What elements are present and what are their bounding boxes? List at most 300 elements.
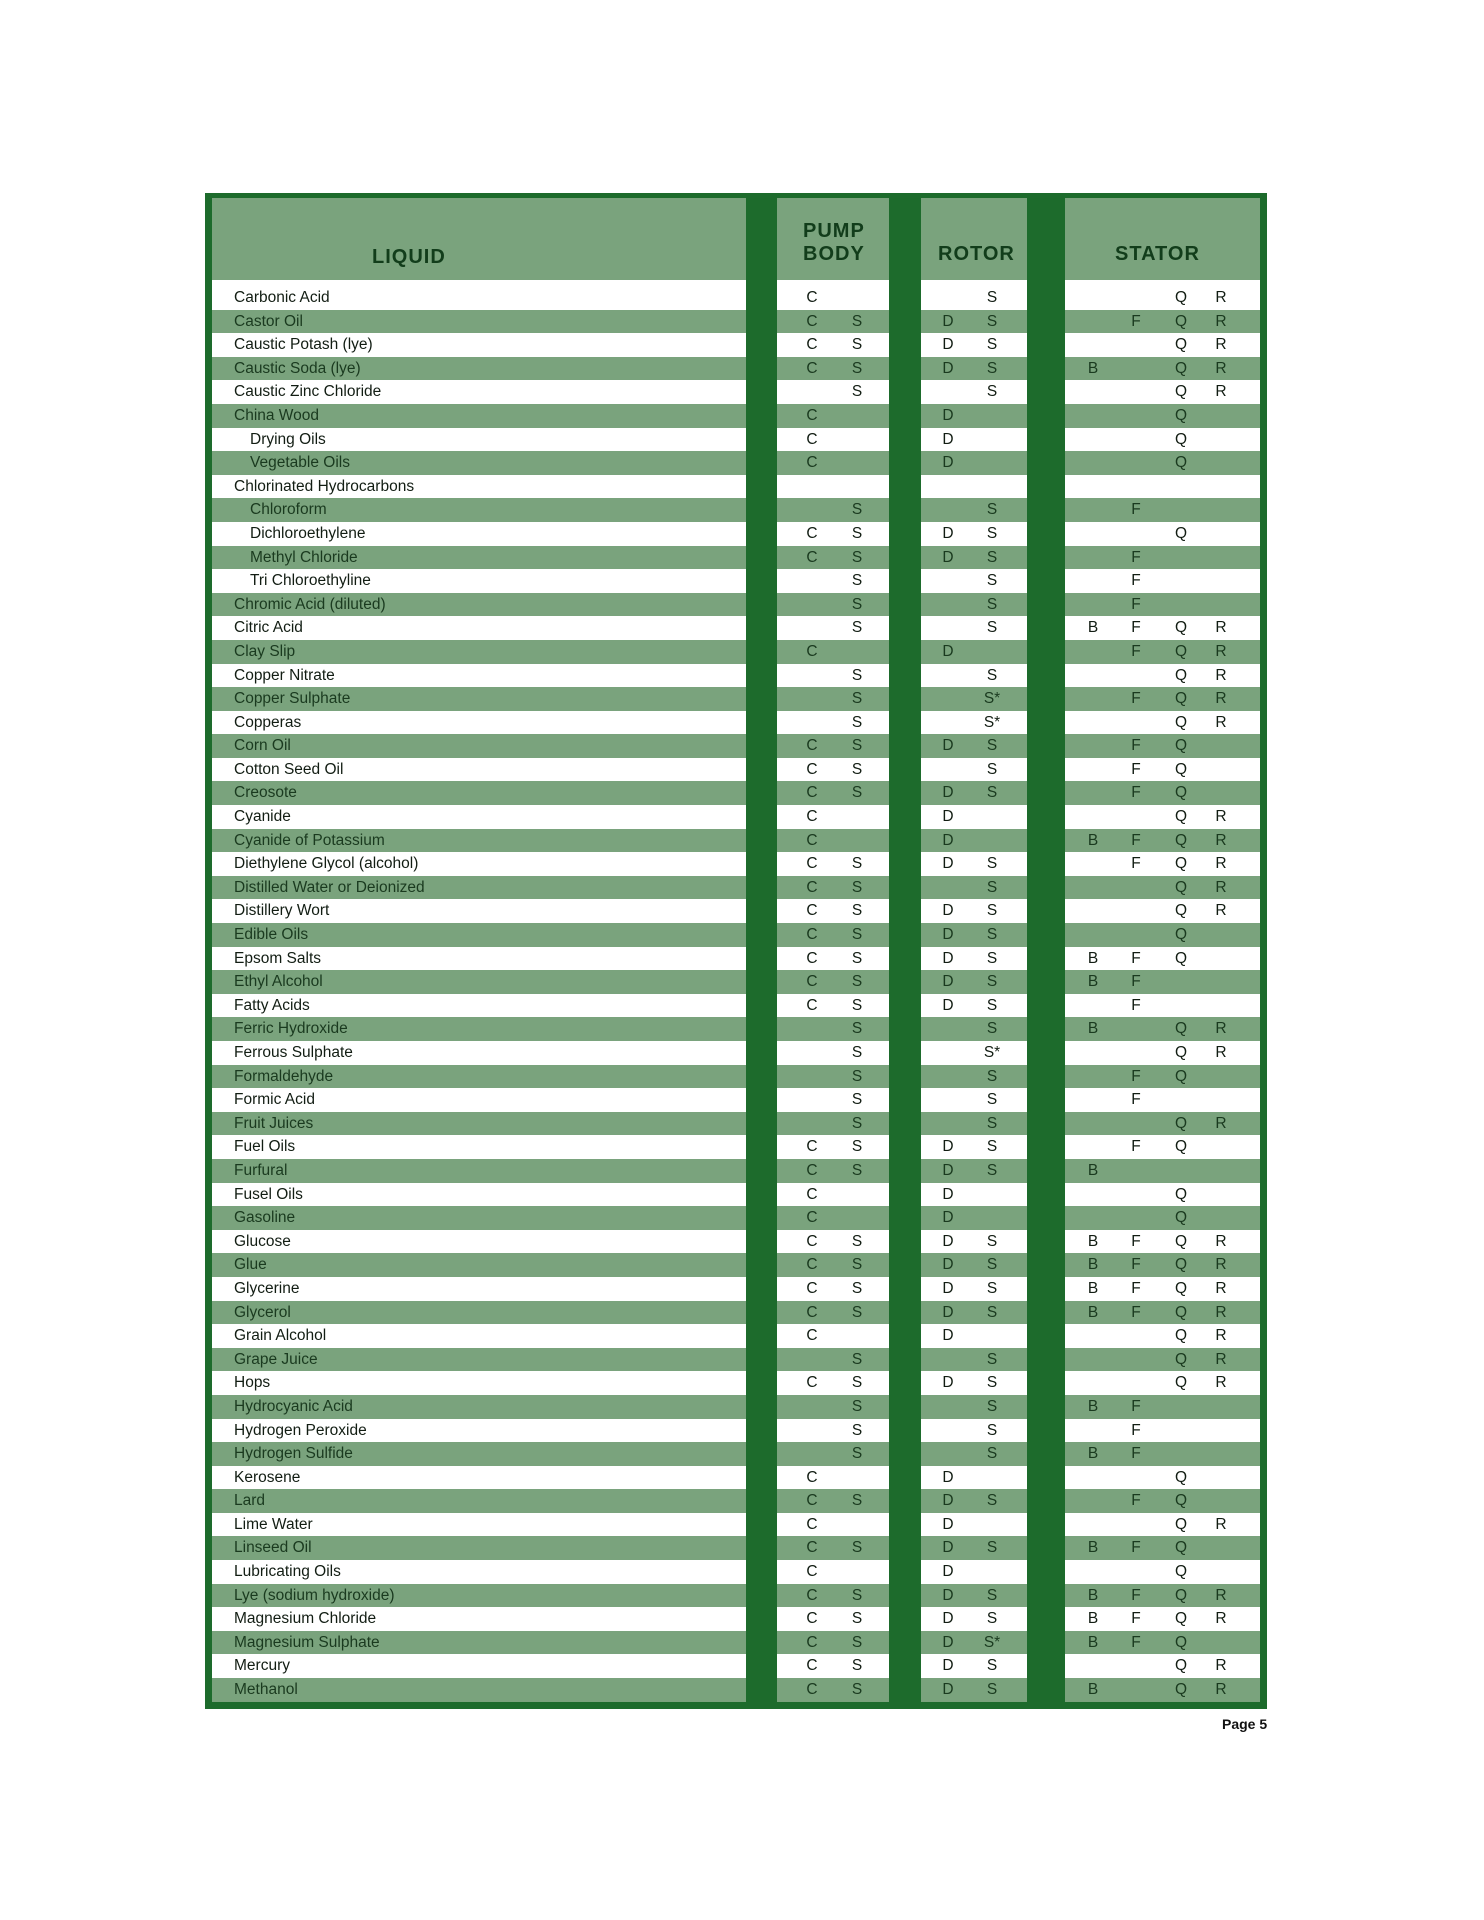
pump-body-code: C <box>806 831 818 849</box>
rotor-row <box>921 781 1027 805</box>
pump-body-code: S <box>851 1350 863 1368</box>
stator-row <box>1065 994 1260 1018</box>
stator-code <box>1123 876 1149 900</box>
pump-body-code <box>799 1017 825 1041</box>
stator-code: Q <box>1174 1492 1188 1510</box>
pump-body-code: C <box>806 1209 818 1227</box>
liquid-name: Glycerine <box>234 1279 300 1297</box>
pump-body-code: S <box>851 1279 863 1297</box>
rotor-code: S <box>986 619 998 637</box>
stator-row <box>1065 852 1260 876</box>
rotor-code: S <box>986 1539 998 1557</box>
liquid-name: Chloroform <box>250 501 327 519</box>
stator-code: R <box>1215 902 1227 920</box>
rotor-code <box>935 758 961 782</box>
table-row <box>212 428 746 452</box>
pump-body-code <box>799 1395 825 1419</box>
stator-code <box>1123 428 1149 452</box>
stator-code <box>1208 428 1234 452</box>
rotor-code <box>935 711 961 735</box>
stator-code: F <box>1131 501 1141 519</box>
table-row <box>212 640 746 664</box>
stator-code: Q <box>1174 1185 1188 1203</box>
pump-body-code: C <box>806 312 818 330</box>
rotor-row <box>921 711 1027 735</box>
pump-body-code: S <box>851 878 863 896</box>
rotor-code: D <box>942 548 954 566</box>
liquid-name: Kerosene <box>234 1468 301 1486</box>
pump-body-code: S <box>851 949 863 967</box>
rotor-row <box>921 1607 1027 1631</box>
stator-code: B <box>1087 1633 1099 1651</box>
stator-code: B <box>1087 1279 1099 1297</box>
rotor-row <box>921 1654 1027 1678</box>
liquid-name: Caustic Soda (lye) <box>234 359 361 377</box>
liquid-name: Fusel Oils <box>234 1185 303 1203</box>
stator-code <box>1080 1560 1106 1584</box>
stator-code: Q <box>1174 1563 1188 1581</box>
rotor-row <box>921 616 1027 640</box>
stator-code <box>1168 1088 1194 1112</box>
stator-row <box>1065 1017 1260 1041</box>
table-row <box>212 310 746 334</box>
stator-code: R <box>1215 1327 1227 1345</box>
stator-code <box>1208 1183 1234 1207</box>
pump-body-code: S <box>851 383 863 401</box>
pump-body-row <box>777 711 889 735</box>
rotor-code: S <box>986 1138 998 1156</box>
pump-body-row <box>777 546 889 570</box>
pump-body-row <box>777 852 889 876</box>
stator-row <box>1065 1324 1260 1348</box>
pump-body-code: S <box>851 666 863 684</box>
stator-code <box>1080 1654 1106 1678</box>
pump-body-code <box>799 1442 825 1466</box>
stator-code <box>1080 1324 1106 1348</box>
stator-code: Q <box>1174 1468 1188 1486</box>
pump-body-row <box>777 310 889 334</box>
stator-code <box>1080 687 1106 711</box>
pump-body-row <box>777 357 889 381</box>
rotor-rows <box>921 286 1027 1702</box>
stator-row <box>1065 310 1260 334</box>
stator-code: Q <box>1174 737 1188 755</box>
stator-code <box>1208 1419 1234 1443</box>
table-row <box>212 899 746 923</box>
rotor-code: S <box>986 572 998 590</box>
pump-body-row <box>777 1159 889 1183</box>
pump-body-row <box>777 498 889 522</box>
pump-body-code: S <box>851 1421 863 1439</box>
stator-code <box>1123 1678 1149 1702</box>
stator-code <box>1080 1513 1106 1537</box>
liquid-name: Cyanide of Potassium <box>234 831 385 849</box>
rotor-code: S <box>986 289 998 306</box>
pump-body-row <box>777 923 889 947</box>
pump-body-code: C <box>806 737 818 755</box>
pump-body-code: S <box>851 855 863 873</box>
stator-row <box>1065 593 1260 617</box>
stator-row <box>1065 333 1260 357</box>
rotor-code: D <box>942 1539 954 1557</box>
rotor-code <box>935 1442 961 1466</box>
pump-body-code: C <box>806 642 818 660</box>
pump-body-code: C <box>806 1232 818 1250</box>
stator-row <box>1065 546 1260 570</box>
table-row <box>212 758 746 782</box>
rotor-row <box>921 1041 1027 1065</box>
stator-code <box>1123 1017 1149 1041</box>
rotor-code: S <box>986 1303 998 1321</box>
pump-body-code: C <box>806 359 818 377</box>
stator-row <box>1065 1560 1260 1584</box>
rotor-row <box>921 1253 1027 1277</box>
stator-code <box>1123 451 1149 475</box>
stator-code: F <box>1131 1539 1141 1557</box>
stator-code: F <box>1131 1492 1141 1510</box>
pump-body-code: C <box>806 1256 818 1274</box>
rotor-row <box>921 451 1027 475</box>
stator-code <box>1168 593 1194 617</box>
pump-body-code: C <box>806 1374 818 1392</box>
rotor-row <box>921 899 1027 923</box>
liquid-column <box>212 198 746 1702</box>
stator-code <box>1080 380 1106 404</box>
rotor-row <box>921 923 1027 947</box>
pump-body-row <box>777 1206 889 1230</box>
rotor-row <box>921 1584 1027 1608</box>
stator-code <box>1123 286 1149 310</box>
pump-body-row <box>777 1584 889 1608</box>
pump-body-code: S <box>851 619 863 637</box>
stator-code: F <box>1131 1610 1141 1628</box>
liquid-name: Hydrogen Peroxide <box>234 1421 367 1439</box>
pump-body-code: S <box>851 1539 863 1557</box>
rotor-row <box>921 404 1027 428</box>
liquid-name: Lime Water <box>234 1515 313 1533</box>
stator-code <box>1168 1419 1194 1443</box>
pump-body-code <box>799 475 825 499</box>
pump-body-code: C <box>806 760 818 778</box>
rotor-row <box>921 310 1027 334</box>
pump-body-code: S <box>851 690 863 708</box>
stator-code: Q <box>1174 690 1188 708</box>
pump-body-row <box>777 1536 889 1560</box>
pump-body-code: C <box>806 1539 818 1557</box>
stator-code: Q <box>1174 1539 1188 1557</box>
table-row <box>212 1560 746 1584</box>
stator-row <box>1065 1088 1260 1112</box>
stator-code: Q <box>1174 1327 1188 1345</box>
stator-code: R <box>1215 831 1227 849</box>
stator-code: Q <box>1174 1610 1188 1628</box>
stator-code: Q <box>1174 784 1188 802</box>
liquid-name: Citric Acid <box>234 619 303 637</box>
stator-code <box>1080 711 1106 735</box>
stator-code <box>1208 569 1234 593</box>
liquid-name: Mercury <box>234 1657 290 1675</box>
rotor-row <box>921 734 1027 758</box>
rotor-code: D <box>942 1374 954 1392</box>
stator-code: R <box>1215 1044 1227 1061</box>
liquid-name: Ferrous Sulphate <box>234 1044 353 1061</box>
rotor-code: S <box>986 1421 998 1439</box>
stator-code <box>1080 758 1106 782</box>
table-row <box>212 1017 746 1041</box>
rotor-code <box>935 1395 961 1419</box>
pump-body-code <box>844 1183 870 1207</box>
pump-body-code: S <box>851 1020 863 1038</box>
stator-code: R <box>1215 619 1227 637</box>
stator-row <box>1065 734 1260 758</box>
pump-body-code: S <box>851 359 863 377</box>
pump-body-code: C <box>806 855 818 873</box>
stator-code: R <box>1215 1279 1227 1297</box>
rotor-code: S* <box>983 1633 1001 1651</box>
rotor-code: S <box>986 359 998 377</box>
stator-code: B <box>1087 1232 1099 1250</box>
rotor-row <box>921 1395 1027 1419</box>
liquid-name: Chlorinated Hydrocarbons <box>234 477 415 495</box>
rotor-code: S <box>986 524 998 542</box>
rotor-code <box>979 805 1005 829</box>
rotor-code: S* <box>983 713 1001 731</box>
stator-code: Q <box>1174 336 1188 354</box>
stator-code: Q <box>1174 524 1188 542</box>
pump-body-row <box>777 1560 889 1584</box>
rotor-row <box>921 593 1027 617</box>
stator-code: R <box>1215 713 1227 731</box>
pump-body-row <box>777 1513 889 1537</box>
table-row <box>212 970 746 994</box>
stator-code: Q <box>1174 619 1188 637</box>
rotor-code <box>935 569 961 593</box>
stator-row <box>1065 1183 1260 1207</box>
liquid-name: Fuel Oils <box>234 1138 296 1156</box>
liquid-name: Clay Slip <box>234 642 296 660</box>
stator-row <box>1065 1466 1260 1490</box>
pump-body-code: S <box>851 1445 863 1463</box>
pump-body-code <box>844 475 870 499</box>
rotor-code: D <box>942 949 954 967</box>
stator-code <box>1208 593 1234 617</box>
stator-row <box>1065 947 1260 971</box>
rotor-code <box>935 687 961 711</box>
stator-row <box>1065 781 1260 805</box>
rotor-code: S <box>986 312 998 330</box>
liquid-name: Fatty Acids <box>234 996 310 1014</box>
stator-code <box>1080 852 1106 876</box>
rotor-row <box>921 1230 1027 1254</box>
rotor-code <box>979 1513 1005 1537</box>
stator-code <box>1123 899 1149 923</box>
stator-code: B <box>1087 619 1099 637</box>
pump-body-code: S <box>851 501 863 519</box>
rotor-code: S <box>986 1256 998 1274</box>
rotor-row <box>921 380 1027 404</box>
stator-code: F <box>1131 737 1141 755</box>
rotor-row <box>921 1135 1027 1159</box>
pump-body-row <box>777 899 889 923</box>
stator-row <box>1065 380 1260 404</box>
stator-code <box>1080 451 1106 475</box>
stator-code: Q <box>1174 359 1188 377</box>
stator-code <box>1208 1135 1234 1159</box>
pump-body-code <box>799 687 825 711</box>
stator-code: Q <box>1174 926 1188 944</box>
pump-body-code: C <box>806 1633 818 1651</box>
liquid-name: Hops <box>234 1374 271 1392</box>
stator-code: Q <box>1174 878 1188 896</box>
rotor-code <box>935 475 961 499</box>
stator-row <box>1065 805 1260 829</box>
stator-code <box>1208 1065 1234 1089</box>
pump-body-row <box>777 1419 889 1443</box>
rotor-code <box>979 451 1005 475</box>
rotor-code <box>979 1206 1005 1230</box>
table-row <box>212 286 746 310</box>
pump-body-code: S <box>851 737 863 755</box>
stator-row <box>1065 1230 1260 1254</box>
rotor-code: S <box>986 1279 998 1297</box>
rotor-row <box>921 428 1027 452</box>
pump-body-code: S <box>851 336 863 354</box>
stator-code <box>1123 404 1149 428</box>
pump-body-row <box>777 404 889 428</box>
table-row <box>212 687 746 711</box>
stator-code: F <box>1131 1256 1141 1274</box>
liquid-name: Linseed Oil <box>234 1539 312 1557</box>
rotor-code: D <box>942 1492 954 1510</box>
stator-row <box>1065 475 1260 499</box>
stator-code: R <box>1215 1681 1227 1699</box>
pump-body-code: S <box>851 312 863 330</box>
rotor-code <box>979 1560 1005 1584</box>
rotor-row <box>921 569 1027 593</box>
liquid-name: Glue <box>234 1256 267 1274</box>
stator-code <box>1123 1183 1149 1207</box>
stator-code: Q <box>1174 1586 1188 1604</box>
liquid-name: Ethyl Alcohol <box>234 973 323 991</box>
table-row <box>212 1230 746 1254</box>
pump-body-code: S <box>851 996 863 1014</box>
stator-code <box>1080 1206 1106 1230</box>
pump-body-code: C <box>806 1492 818 1510</box>
pump-body-row <box>777 1654 889 1678</box>
pump-body-code: S <box>851 1067 863 1085</box>
liquid-name: Distillery Wort <box>234 902 330 920</box>
rotor-row <box>921 947 1027 971</box>
liquid-name: Glucose <box>234 1232 291 1250</box>
liquid-name: Hydrogen Sulfide <box>234 1445 353 1463</box>
pump-body-row <box>777 475 889 499</box>
stator-code: F <box>1131 1232 1141 1250</box>
rotor-row <box>921 286 1027 310</box>
stator-code: Q <box>1174 1256 1188 1274</box>
stator-code <box>1123 711 1149 735</box>
table-row <box>212 1678 746 1702</box>
rotor-code <box>979 1324 1005 1348</box>
stator-code: Q <box>1174 1020 1188 1038</box>
stator-code <box>1168 1159 1194 1183</box>
liquid-name: Tri Chloroethyline <box>250 572 371 590</box>
rotor-code: D <box>942 926 954 944</box>
liquid-header-label: LIQUID <box>372 246 446 268</box>
stator-row <box>1065 829 1260 853</box>
rotor-code: D <box>942 1279 954 1297</box>
stator-code <box>1208 404 1234 428</box>
rotor-code <box>935 286 961 310</box>
table-row <box>212 1253 746 1277</box>
stator-row <box>1065 1277 1260 1301</box>
pump-body-code: S <box>851 524 863 542</box>
pump-body-code: C <box>806 784 818 802</box>
stator-code: F <box>1131 1445 1141 1463</box>
stator-row <box>1065 687 1260 711</box>
stator-code <box>1080 876 1106 900</box>
pump-body-code: S <box>851 713 863 731</box>
pump-body-row <box>777 333 889 357</box>
rotor-code <box>979 1466 1005 1490</box>
rotor-code <box>979 829 1005 853</box>
pump-body-row <box>777 1112 889 1136</box>
stator-code: Q <box>1174 1114 1188 1132</box>
pump-body-code: S <box>851 902 863 920</box>
table-row <box>212 947 746 971</box>
rotor-header <box>921 198 1027 280</box>
stator-code <box>1080 1183 1106 1207</box>
stator-code: Q <box>1174 1067 1188 1085</box>
stator-code: Q <box>1174 855 1188 873</box>
liquid-name: Lard <box>234 1492 266 1510</box>
rotor-row <box>921 1631 1027 1655</box>
rotor-code: D <box>942 1586 954 1604</box>
pump-body-code: C <box>806 808 818 826</box>
rotor-code: S <box>986 926 998 944</box>
pump-body-code <box>799 1112 825 1136</box>
stator-code <box>1080 1371 1106 1395</box>
stator-code: F <box>1131 949 1141 967</box>
rotor-code: S <box>986 737 998 755</box>
table-row <box>212 1466 746 1490</box>
stator-row <box>1065 1654 1260 1678</box>
stator-code: F <box>1131 855 1141 873</box>
stator-code: R <box>1215 1303 1227 1321</box>
stator-code <box>1080 569 1106 593</box>
stator-row <box>1065 758 1260 782</box>
rotor-code: S <box>986 1374 998 1392</box>
stator-code: B <box>1087 359 1099 377</box>
stator-row <box>1065 286 1260 310</box>
table-row <box>212 994 746 1018</box>
rotor-code: S <box>986 1492 998 1510</box>
pump-body-code <box>844 286 870 310</box>
pump-body-code <box>799 593 825 617</box>
stator-code: R <box>1215 1114 1227 1132</box>
stator-row <box>1065 1065 1260 1089</box>
stator-row <box>1065 923 1260 947</box>
rotor-code <box>935 616 961 640</box>
stator-row <box>1065 970 1260 994</box>
table-row <box>212 805 746 829</box>
rotor-row <box>921 1513 1027 1537</box>
rotor-row <box>921 1277 1027 1301</box>
rotor-row <box>921 522 1027 546</box>
pump-body-code <box>799 616 825 640</box>
stator-code: R <box>1215 359 1227 377</box>
pump-body-code: C <box>806 548 818 566</box>
stator-code <box>1123 522 1149 546</box>
